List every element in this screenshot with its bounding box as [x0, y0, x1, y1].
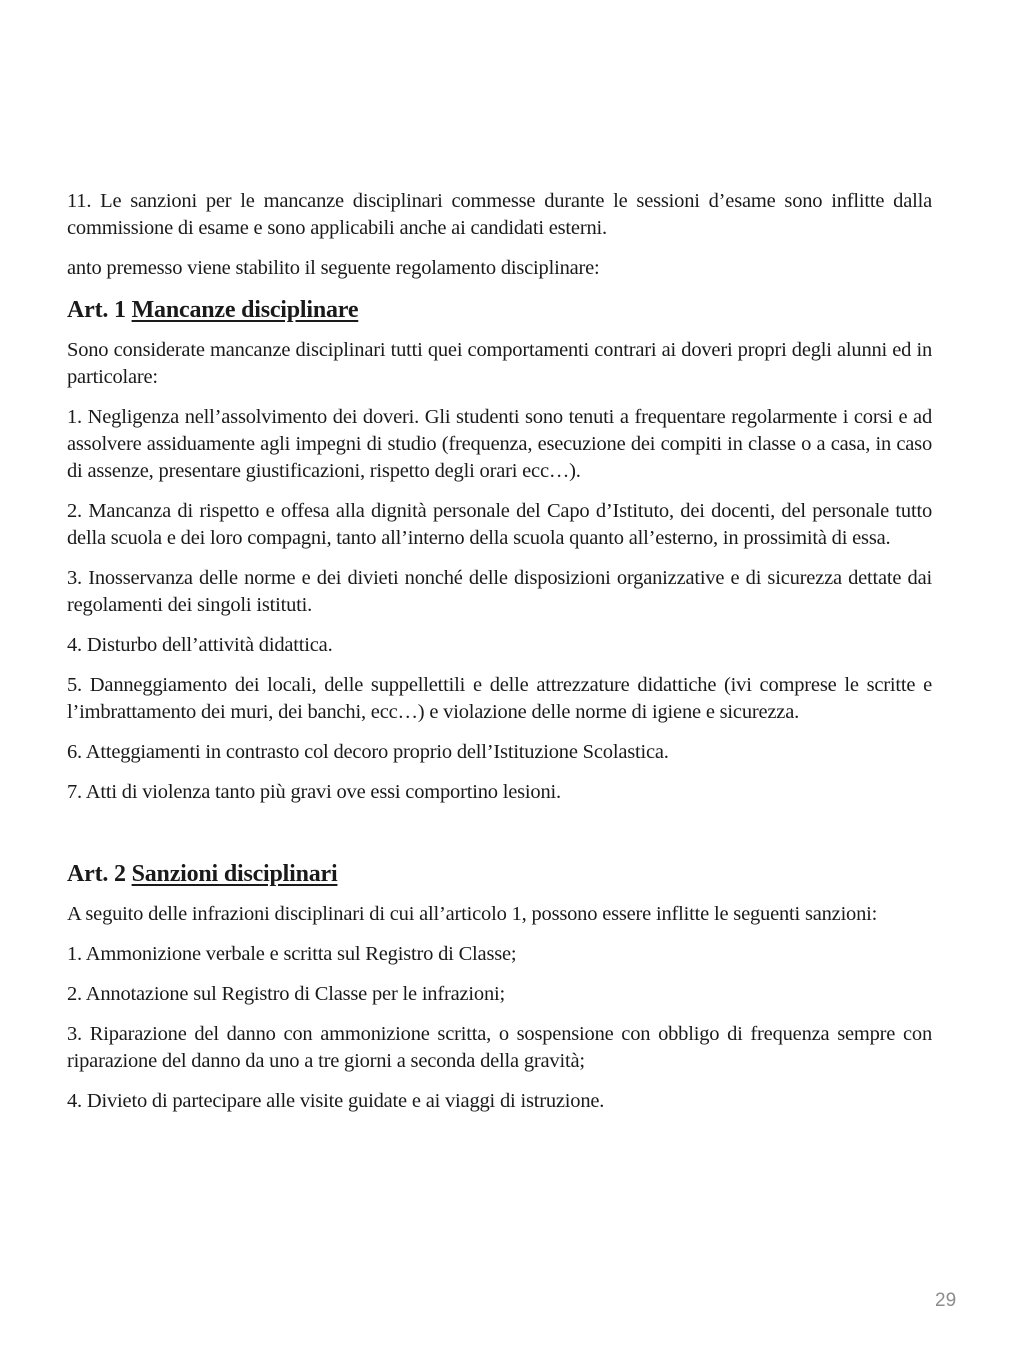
article-1-item: 4. Disturbo dell’attività didattica. — [67, 634, 333, 656]
article-2-item: 2. Annotazione sul Registro di Classe per le infrazioni; — [67, 983, 505, 1005]
section-spacer — [67, 819, 932, 859]
article-2-heading — [67, 859, 932, 889]
document-page — [67, 188, 932, 1128]
article-1-item: 5. Danneggiamento dei locali, delle suppellettili e delle attrezzature didattiche (ivi comprese le scritte e l’imbrattamento dei muri, dei banchi, ecc…) e violazione delle norme di igiene e sicurezza. — [67, 674, 932, 723]
article-2-intro: A seguito delle infrazioni disciplinari di cui all’articolo 1, possono essere inflitte le seguenti sanzioni: — [67, 903, 878, 925]
article-1-item: 3. Inosservanza delle norme e dei divieti nonché delle disposizioni organizzative e di sicurezza dettate dai regolamenti dei singoli istituti. — [67, 567, 932, 616]
article-1-item: 7. Atti di violenza tanto più gravi ove essi comportino lesioni. — [67, 781, 561, 803]
article-1-prefix: Art. 1 — [67, 297, 126, 323]
article-2-prefix: Art. 2 — [67, 861, 126, 887]
article-1-intro: Sono considerate mancanze disciplinari tutti quei comportamenti contrari ai doveri propri degli alunni ed in particolare: — [67, 339, 932, 388]
page-number: 29 — [935, 1290, 957, 1311]
article-2-title: Sanzioni disciplinari — [131, 861, 338, 887]
article-1-item: 6. Atteggiamenti in contrasto col decoro proprio dell’Istituzione Scolastica. — [67, 741, 669, 763]
article-1-title: Mancanze disciplinare — [131, 297, 359, 323]
article-1-heading — [67, 295, 932, 325]
article-2-item: 4. Divieto di partecipare alle visite guidate e ai viaggi di istruzione. — [67, 1090, 605, 1112]
article-1-item: 2. Mancanza di rispetto e offesa alla dignità personale del Capo d’Istituto, dei docenti, del personale tutto della scuola e dei loro compagni, tanto all’interno della scuola quanto all’esterno, in prossimità di essa. — [67, 500, 932, 549]
article-2-item: 3. Riparazione del danno con ammonizione scritta, o sospensione con obbligo di frequenza sempre con riparazione del danno da uno a tre giorni a seconda della gravità; — [67, 1023, 932, 1072]
paragraph-item-11: 11. Le sanzioni per le mancanze disciplinari commesse durante le sessioni d’esame sono inflitte dalla commissione di esame e sono applicabili anche ai candidati esterni. — [67, 190, 932, 239]
article-1-item: 1. Negligenza nell’assolvimento dei doveri. Gli studenti sono tenuti a frequentare regolarmente i corsi e ad assolvere assiduamente agli impegni di studio (frequenza, esecuzione dei compiti in classe o a casa, in caso di assenze, presentare giustificazioni, rispetto degli orari ecc…). — [67, 406, 932, 482]
article-2-item: 1. Ammonizione verbale e scritta sul Registro di Classe; — [67, 943, 517, 965]
paragraph-premise: anto premesso viene stabilito il seguente regolamento disciplinare: — [67, 257, 600, 279]
